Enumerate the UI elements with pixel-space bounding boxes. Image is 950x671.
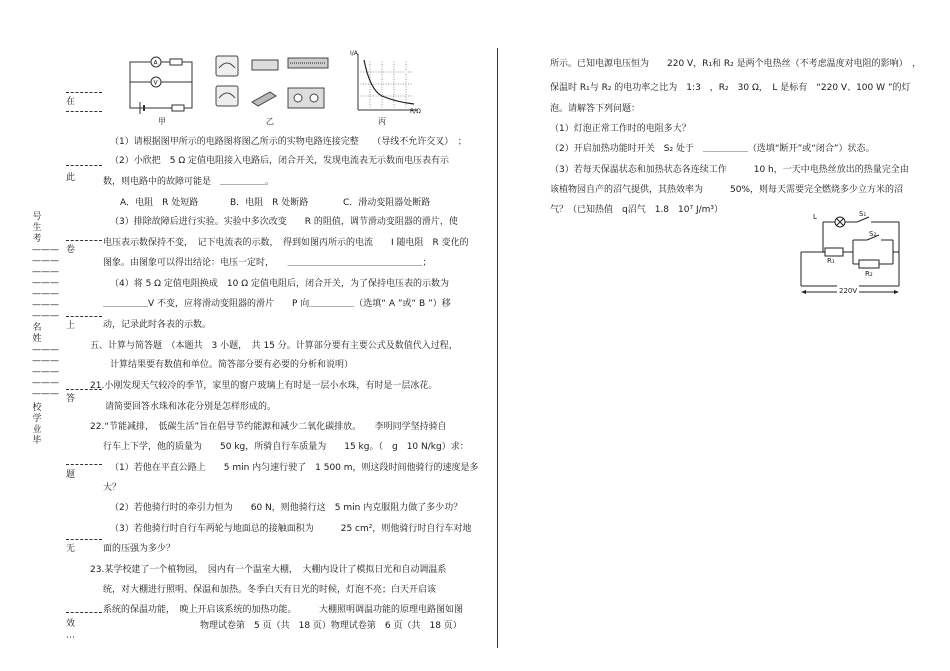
binding-dash-line [66, 316, 102, 317]
svg-text:A: A [153, 59, 158, 67]
question-22-3-line2: 面的压强为多少？ [103, 544, 176, 554]
section-5-instructions: 计算结果要有数值和单位。简答部分要有必要的分析和说明） [110, 360, 354, 370]
svg-text:V: V [153, 79, 158, 87]
question-23-cont-line3: 泡。请解答下列问题： [550, 104, 641, 114]
exam-number-field: 号 生 考 ——— ——— ——— ——— ——— ——— ——— [32, 212, 59, 321]
question-23-1: （1）灯泡正常工作时的电阻多大？ [550, 124, 691, 134]
binding-label-zai: 在 [66, 97, 76, 107]
column-divider [497, 48, 498, 648]
question-23-line3: 系统的保温功能， 晚上开启该系统的加热功能。 大棚照明调温功能的原理电路图如图 [103, 605, 464, 615]
circuit-diagram-jia [126, 56, 196, 116]
binding-label-da: 答 [66, 394, 76, 404]
school-field: 校 学 业 毕 [32, 403, 42, 446]
heating-circuit-diagram [795, 212, 905, 298]
apparatus-photo-yi [210, 52, 340, 118]
question-20-3-line2: 电压表示数保持不变， 记下电流表的示数， 得到如图丙所示的电流 I 随电阻 R 变化的 [103, 238, 469, 248]
binding-label-ti: 题 [66, 470, 76, 480]
binding-label-shang: 上 [66, 321, 76, 331]
student-name-field: 名 姓 ——— ——— ——— ——— ——— [32, 323, 59, 399]
question-22-1-line1: （1）若他在平直公路上 5 min 内匀速行驶了 1 500 m，则这段时间他骑行的速度是多 [110, 463, 479, 473]
question-20-2-line2: 数，则电路中的故障可能是 ＿＿＿＿＿。 [103, 177, 275, 187]
question-20-3-line3: 图象。由图象可以得出结论：电压一定时， ＿＿＿＿＿＿＿＿＿＿＿＿＿＿＿； [103, 258, 432, 268]
figure-label-jia: 甲 [158, 117, 166, 126]
question-21-line1: 21.小刚发现天气较冷的季节，家里的窗户玻璃上有时是一层小水珠，有时是一层冰花。 [90, 381, 438, 391]
binding-dash-line [66, 240, 102, 241]
question-22-2: （2）若他骑行时的牵引力恒为 60 N，则他骑行这 5 min 内克服阻力做了多少功？ [110, 503, 463, 513]
option-c: C．滑动变阻器处断路 [343, 198, 431, 208]
binding-label-wu: 无 [66, 544, 76, 554]
question-23-cont-line1: 所示。已知电源电压恒为 220 V，R₁和 R₂ 是两个电热丝（不考虑温度对电阻的影响） ， [550, 59, 922, 69]
binding-dash-line [66, 165, 102, 166]
question-22-3-line1: （3）若他骑行时自行车两轮与地面总的接触面积为 25 cm²，则他骑行时自行车对地 [110, 524, 472, 534]
question-22-1-line2: 大？ [103, 483, 122, 493]
question-20-3-line1: （3）排除故障后进行实验。实验中多次改变 R 的阻值，调节滑动变阻器的滑片，使 [110, 217, 458, 227]
question-23-3-line2: 该植物园自产的沼气提供，其热效率为 50%，则每天需要完全燃烧多少立方米的沼 [550, 185, 904, 195]
question-23-line1: 23.某学校建了一个植物园， 园内有一个温室大棚， 大棚内设计了模拟日光和自动调温系 [90, 565, 447, 575]
question-22-line1: 22.“节能减排， 低碳生活”旨在倡导节约能源和减少二氧化碳排放。 李明同学坚持骑自 [90, 422, 447, 432]
figure-label-yi: 乙 [266, 117, 274, 126]
lamp-label: L [813, 213, 817, 221]
binding-label-juan: 卷 [66, 245, 76, 255]
binding-dash-line [66, 612, 102, 613]
binding-dash-line [66, 539, 102, 540]
resistor-r2-label: R₂ [865, 270, 873, 278]
question-23-2: （2）开启加热功能时开关 S₂ 处于 ＿＿＿＿＿（选填“断开”或“闭合”）状态。 [550, 144, 875, 154]
question-20-4-line2: ＿＿＿＿＿V 不变，应将滑动变阻器的滑片 P 向＿＿＿＿＿（选填“ A ”或“ B ”）移 [103, 299, 451, 309]
question-23-3-line1: （3）若每天保温状态和加热状态各连续工作 10 h，一天中电热丝放出的热量完全由 [550, 165, 909, 175]
experiment-figures [120, 50, 425, 128]
question-21-line2: 请简要回答水珠和冰花分别是怎样形成的。 [105, 402, 277, 412]
binding-dash-line [66, 111, 102, 112]
option-b: B．电阻 R 处断路 [230, 198, 309, 208]
question-20-4-line1: （4）将 5 Ω 定值电阻换成 10 Ω 定值电阻后，闭合开关，为了保持电压表的示数为 [110, 279, 449, 289]
voltage-label: 220V [839, 287, 858, 295]
binding-dots: ⋯ [66, 633, 75, 643]
section-5-heading: 五、计算与简答题 （本题共 3 小题， 共 15 分。计算部分要有主要公式及数值代入过程， [90, 341, 458, 351]
binding-label-ci: 此 [66, 173, 76, 183]
binding-label-xiao: 效 [66, 619, 76, 629]
graph-x-axis-label: R/Ω [410, 108, 421, 115]
binding-dash-line [66, 92, 102, 93]
switch-s1-label: S₁ [859, 210, 867, 218]
question-20-1: （1）请根据图甲所示的电路图将图乙所示的实物电路连接完整 （导线不允许交叉） ； [110, 137, 467, 147]
resistor-r1-label: R₁ [827, 257, 835, 265]
option-a: A．电阻 R 处短路 [120, 198, 199, 208]
page-footer: 物理试卷第 5 页（共 18 页）物理试卷第 6 页（共 18 页） [200, 621, 462, 631]
graph-y-axis-label: I/A [350, 50, 358, 57]
figure-label-bing: 丙 [378, 117, 386, 126]
question-20-4-line3: 动，记录此时各表的示数。 [103, 320, 212, 330]
question-20-2-line1: （2）小欣把 5 Ω 定值电阻接入电路后，闭合开关，发现电流表无示数而电压表有示 [110, 156, 450, 166]
question-23-3-line3: 气？（已知热值 q沼气 1.8 10⁷ J/m³） [550, 205, 724, 215]
switch-s2-label: S₂ [869, 230, 877, 238]
question-23-cont-line2: 保温时 R₁与 R₂ 的电功率之比为 1:3 ，R₂ 30 Ω， L 是标有 “220 V、100 W ”的灯 [550, 83, 911, 93]
question-23-line2: 统，对大棚进行照明、保温和加热。冬季白天有日光的时候，灯泡不亮；白天开启该 [103, 585, 437, 595]
binding-dash-line [66, 464, 102, 465]
question-22-line2: 行车上下学，他的质量为 50 kg，所骑自行车质量为 15 kg。（ g 10 N/kg）求： [103, 442, 469, 452]
